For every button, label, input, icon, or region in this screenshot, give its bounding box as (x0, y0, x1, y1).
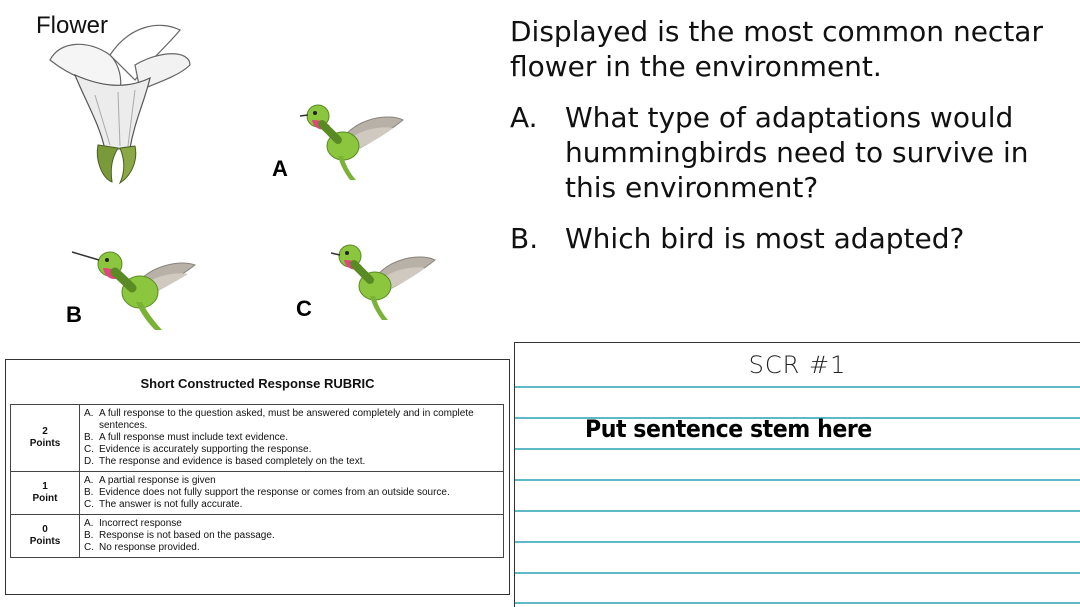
question-item-text: What type of adaptations would hummingbirds need to survive in this environment? (565, 101, 1029, 204)
question-item-text: Which bird is most adapted? (565, 222, 965, 255)
question-item-letter: B. (510, 222, 539, 255)
ruled-line (515, 572, 1080, 574)
rubric-points-cell (11, 515, 80, 558)
question-item-letter: A. (510, 101, 538, 134)
ruled-line (515, 448, 1080, 450)
rubric-criterion: B. Evidence does not fully support the response or comes from an outside source. (84, 487, 450, 498)
rubric-row (11, 515, 504, 558)
rubric-criterion: A. Incorrect response (84, 518, 182, 529)
rubric-points-unit: Points (29, 438, 61, 449)
hummingbird-a-illustration (298, 98, 408, 183)
rubric-points: 1 (42, 481, 48, 492)
question-intro: Displayed is the most common nectar flower in the environment. (510, 15, 1043, 83)
hummingbird-b-illustration (70, 240, 200, 335)
rubric-criterion: A. A partial response is given (84, 475, 216, 486)
ruled-line (515, 386, 1080, 388)
rubric-title: Short Constructed Response RUBRIC (140, 376, 375, 391)
hummingbird-c-illustration (330, 238, 440, 323)
rubric-criteria-cell (80, 515, 504, 558)
rubric-criterion: B. Response is not based on the passage. (84, 530, 275, 541)
flower-label: Flower (36, 12, 109, 39)
question-item-b (510, 221, 1070, 256)
rubric-criterion: C. The answer is not fully accurate. (84, 499, 243, 510)
ruled-line (515, 479, 1080, 481)
rubric-panel (5, 359, 510, 595)
rubric-points-unit: Point (32, 493, 58, 504)
rubric-criterion: C. No response provided. (84, 542, 200, 553)
ruled-line (515, 510, 1080, 512)
rubric-criterion: D. The response and evidence is based completely on the text. (84, 456, 366, 467)
ruled-line (515, 541, 1080, 543)
bird-b-label: B (66, 302, 82, 327)
bird-c-label: C (296, 296, 312, 321)
question-item-a (510, 100, 1070, 205)
rubric-criterion: B. A full response must include text evidence. (84, 432, 288, 443)
scr-title: SCR #1 (748, 351, 847, 379)
bird-a-label: A (272, 156, 288, 181)
answer-notebook[interactable] (514, 342, 1080, 607)
sentence-stem-text[interactable]: Put sentence stem here (585, 415, 872, 443)
question-block (510, 14, 1070, 272)
rubric-criterion: A. A full response to the question asked, must be answered completely and in complete sentences. (84, 408, 474, 431)
rubric-row (11, 472, 504, 515)
rubric-table (10, 404, 504, 558)
rubric-points: 0 (42, 524, 48, 535)
ruled-line (515, 602, 1080, 604)
rubric-criteria-cell (80, 405, 504, 472)
rubric-points-cell (11, 405, 80, 472)
rubric-criteria-cell (80, 472, 504, 515)
rubric-points-unit: Points (29, 536, 61, 547)
rubric-points: 2 (42, 426, 48, 437)
rubric-points-cell (11, 472, 80, 515)
rubric-row (11, 405, 504, 472)
rubric-criterion: C. Evidence is accurately supporting the response. (84, 444, 312, 455)
flower-illustration (40, 20, 230, 190)
